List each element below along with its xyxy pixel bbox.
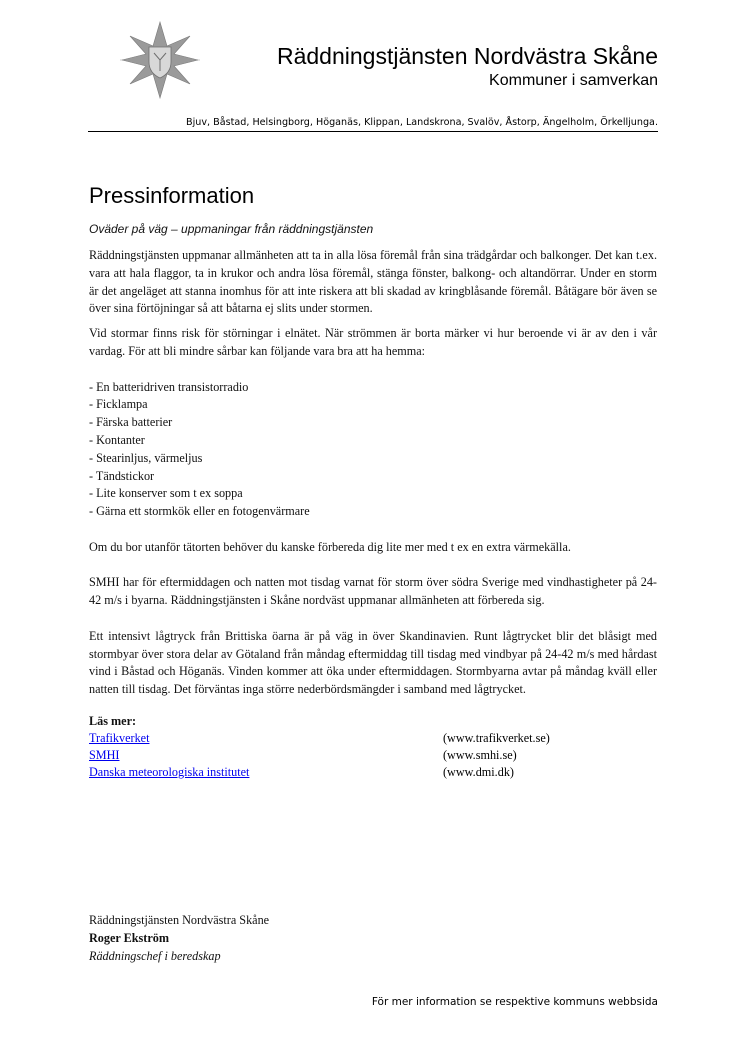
link-trafikverket[interactable]: Trafikverket <box>89 730 150 745</box>
signature-org: Räddningstjänsten Nordvästra Skåne <box>89 913 270 927</box>
document-body <box>89 181 657 781</box>
document-subtitle: Oväder på väg – uppmaningar från räddningstjänsten <box>89 222 374 236</box>
organization-name: Räddningstjänsten Nordvästra Skåne <box>276 43 658 69</box>
list-item: - Färska batterier <box>89 415 173 430</box>
paragraph-smhi: SMHI har för eftermiddagen och natten mot tisdag varnat för storm över södra Sverige med vindhastigheter på 24-42 m/s i byarna. Räddningstjänsten i Skåne nordväst uppmanar allmänheten att förbereda sig. <box>89 575 657 608</box>
signature-block <box>89 911 269 965</box>
link-url: (www.trafikverket.se) <box>443 730 550 745</box>
header-divider <box>88 131 658 132</box>
link-row <box>89 747 657 764</box>
organization-logo <box>120 20 200 100</box>
spacer <box>89 557 657 575</box>
link-row <box>89 730 657 747</box>
list-item: - Lite konserver som t ex soppa <box>89 486 243 501</box>
link-url: (www.smhi.se) <box>443 747 517 762</box>
paragraph-power: Vid stormar finns risk för störningar i elnätet. När strömmen är borta märker vi hur beroende vi är av den i vår vardag. För att bli mindre sårbar kan följande vara bra att ha hemma: <box>89 326 657 358</box>
list-item: - Tändstickor <box>89 468 155 483</box>
list-item: - Kontanter <box>89 432 145 447</box>
footer-text: För mer information se respektive kommuns webbsida <box>371 996 658 1008</box>
list-item: - Ficklampa <box>89 397 148 412</box>
list-item: - Stearinljus, värmeljus <box>89 450 203 465</box>
signature-name: Roger Ekström <box>89 931 169 945</box>
spacer <box>89 361 657 379</box>
signature-role: Räddningschef i beredskap <box>89 949 221 963</box>
municipalities-list: Bjuv, Båstad, Helsingborg, Höganäs, Klippan, Landskrona, Svalöv, Åstorp, Ängelholm, Örkelljunga. <box>186 117 658 128</box>
paragraph-lowpressure: Ett intensivt lågtryck från Brittiska öarna är på väg in över Skandinavien. Runt lågtrycket blir det blåsigt med stormbyar över stora delar av Götaland från måndag eftermiddag till tisdag med vindbyar på 24-42 m/s med hårdast vind i Båstad och Höganäs. Vinden kommer att öka under eftermiddagen. Stormbyarna avtar på måndag kväll eller natten till tisdag. Det förväntas inga större nederbördsmängder i samband med lågtrycket. <box>89 628 657 697</box>
list-item: - Gärna ett stormkök eller en fotogenvärmare <box>89 504 310 519</box>
read-more-heading: Läs mer: <box>89 713 137 728</box>
supply-list <box>89 379 657 521</box>
page-title: Pressinformation <box>89 183 255 208</box>
link-url: (www.dmi.dk) <box>443 764 514 779</box>
paragraph-rural: Om du bor utanför tätorten behöver du kanske förbereda dig lite mer med t ex en extra värmekälla. <box>89 539 571 554</box>
spacer <box>89 610 657 628</box>
link-smhi[interactable]: SMHI <box>89 747 120 762</box>
link-row <box>89 764 657 781</box>
spacer <box>89 521 657 539</box>
list-item: - En batteridriven transistorradio <box>89 379 249 394</box>
paragraph-intro: Räddningstjänsten uppmanar allmänheten att ta in alla lösa föremål från sina trädgårdar och balkonger. Det kan t.ex. vara att hala flaggor, ta in krukor och andra lösa föremål, stänga fönster, balkong- och altandörrar. Under en storm är det angeläget att stanna inomhus för att inte riskera att bli skadad av kringblåsande föremål. Båtägare bör även se över sina förtöjningar så att båtarna ej slits under stormen. <box>89 248 657 316</box>
link-dmi[interactable]: Danska meteorologiska institutet <box>89 764 250 779</box>
organization-subtitle: Kommuner i samverkan <box>489 72 658 89</box>
